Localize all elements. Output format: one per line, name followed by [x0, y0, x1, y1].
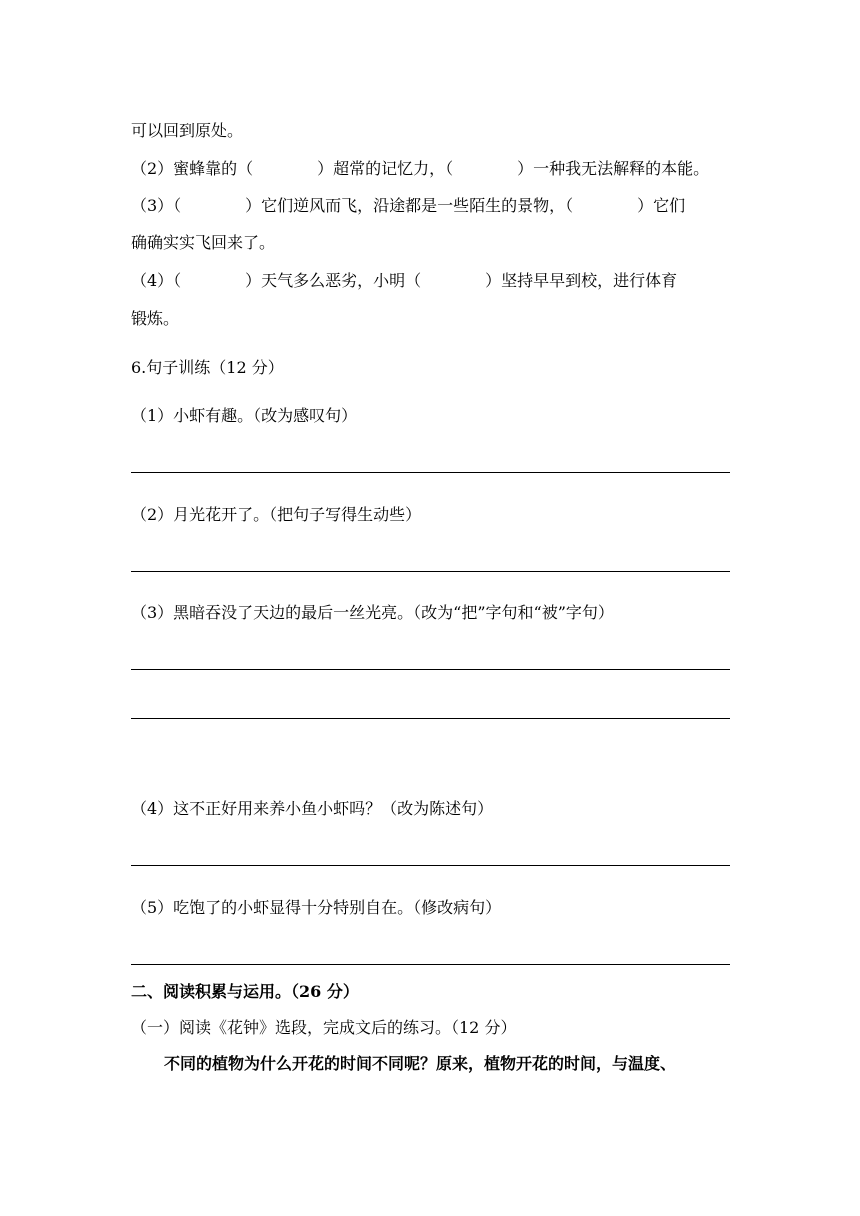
fill-blank-question-3: （3）（ ）它们逆风而飞，沿途都是一些陌生的景物，（ ）它们	[131, 196, 686, 215]
sentence-question-1: （1）小虾有趣。（改为感叹句）	[131, 406, 358, 425]
sentence-question-5: （5）吃饱了的小虾显得十分特别自在。（修改病句）	[131, 898, 502, 917]
reading-paragraph: 不同的植物为什么开花的时间不同呢？原来，植物开花的时间，与温度、	[164, 1054, 677, 1073]
text-line-1: 可以回到原处。	[131, 121, 244, 140]
answer-line-3b[interactable]	[131, 718, 730, 719]
sentence-question-4: （4）这不正好用来养小鱼小虾吗？（改为陈述句）	[131, 799, 494, 818]
answer-line-4[interactable]	[131, 865, 730, 866]
answer-line-1[interactable]	[131, 472, 730, 473]
answer-line-2[interactable]	[131, 571, 730, 572]
sentence-question-2: （2）月光花开了。（把句子写得生动些）	[131, 505, 422, 524]
answer-line-5[interactable]	[131, 964, 730, 965]
fill-blank-question-4: （4）（ ）天气多么恶劣，小明（ ）坚持早早到校，进行体育	[131, 271, 678, 290]
text-line-6: 锻炼。	[131, 309, 180, 328]
reading-1-title: （一）阅读《花钟》选段，完成文后的练习。（12 分）	[131, 1018, 517, 1037]
section-6-title: 6.句子训练（12 分）	[131, 358, 284, 377]
fill-blank-question-2: （2）蜜蜂靠的（ ）超常的记忆力，（ ）一种我无法解释的本能。	[131, 159, 710, 178]
sentence-question-3: （3）黑暗吞没了天边的最后一丝光亮。（改为“把”字句和“被”字句）	[131, 603, 614, 622]
answer-line-3a[interactable]	[131, 669, 730, 670]
text-line-4: 确确实实飞回来了。	[131, 233, 276, 252]
part-2-title: 二、阅读积累与运用。（26 分）	[131, 982, 359, 1001]
